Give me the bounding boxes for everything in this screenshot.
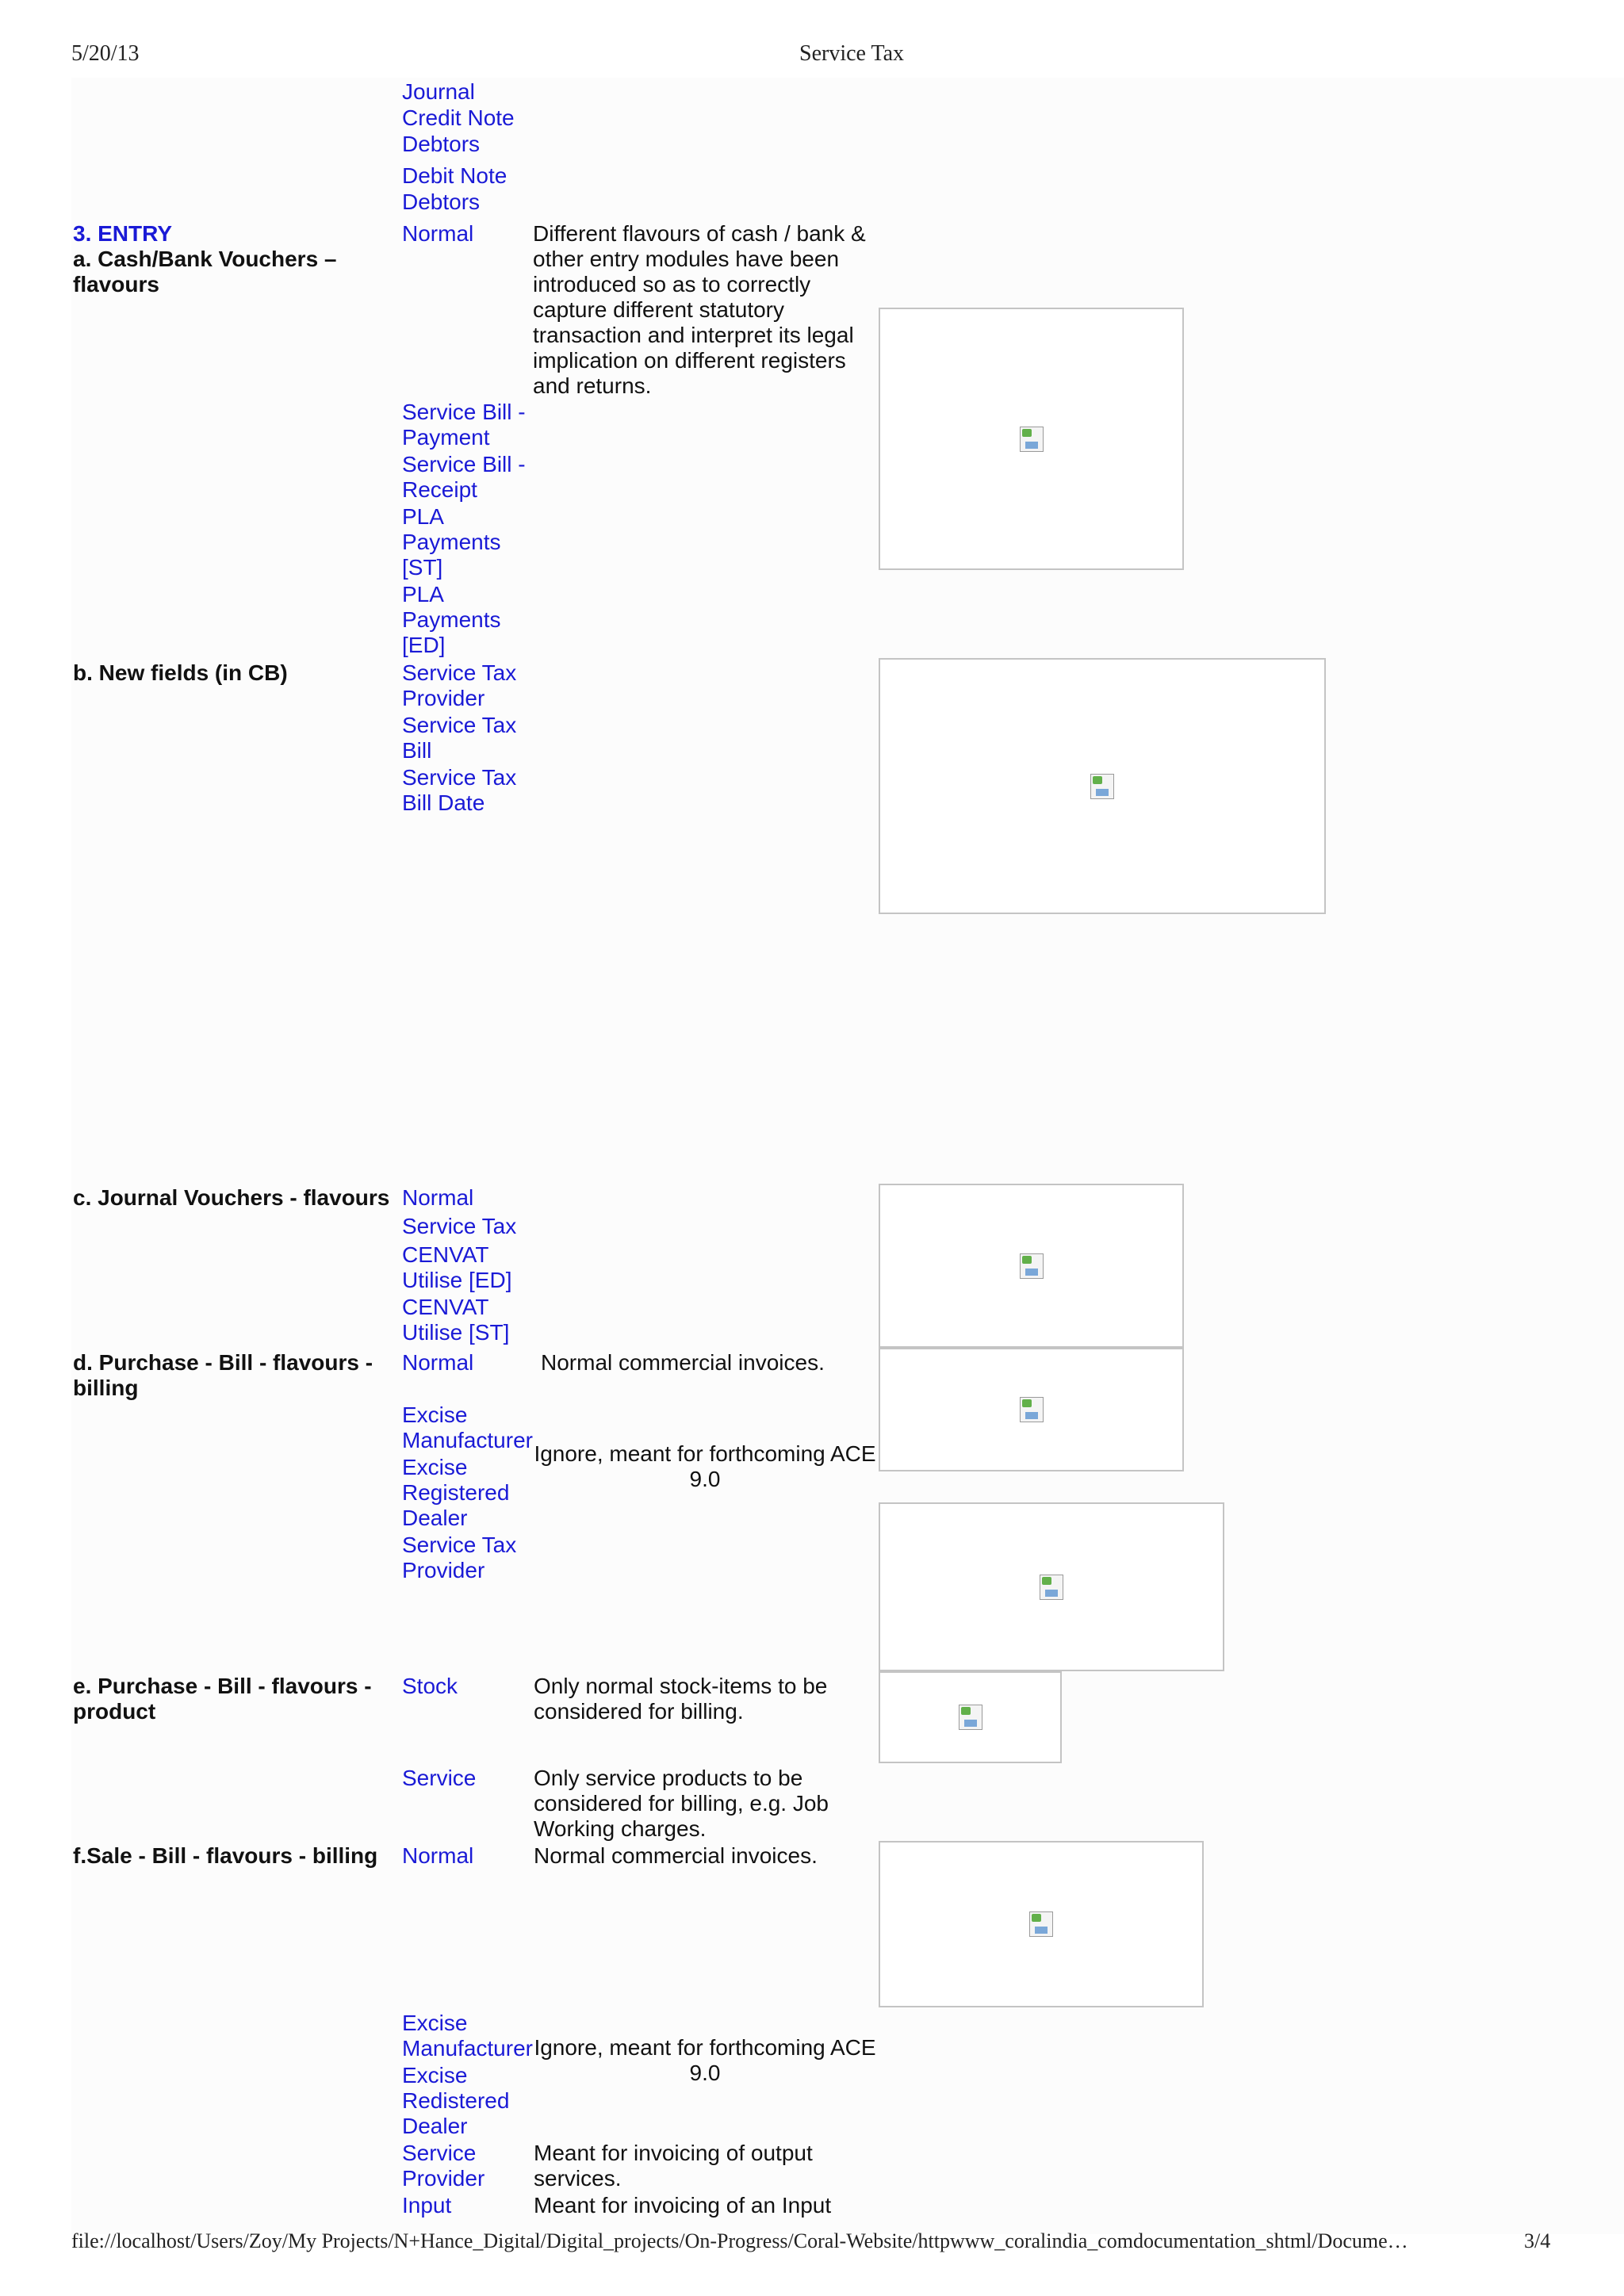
label-new-fields: b. New fields (in CB) [73,660,288,685]
link-service-bill-receipt[interactable]: Service Bill - [402,452,526,476]
link-cb-normal[interactable]: Normal [402,221,474,246]
label-purchase-bill-product-2: product [73,1699,156,1724]
link-sb-excise-redistered-dealer-3[interactable]: Dealer [402,2114,468,2138]
link-pb-service-tax-provider[interactable]: Service Tax [402,1533,517,1557]
broken-image-icon [959,1705,982,1730]
link-pb-normal[interactable]: Normal [402,1350,474,1375]
desc-pb-normal: Normal commercial invoices. [541,1350,825,1375]
link-sb-excise-manufacturer[interactable]: Excise [402,2011,468,2035]
broken-image-icon [1020,1397,1044,1422]
desc-stock-line2: considered for billing. [534,1699,744,1724]
link-credit-note[interactable]: Credit Note [402,105,515,130]
link-pla-payments-st-2[interactable]: Payments [402,530,501,554]
link-cenvat-utilise-st-2[interactable]: Utilise [ST] [402,1320,510,1345]
link-cenvat-utilise-st[interactable]: CENVAT [402,1295,489,1319]
broken-image-icon [1020,1253,1044,1279]
link-sb-excise-manufacturer-2[interactable]: Manufacturer [402,2036,533,2061]
link-pla-payments-ed-2[interactable]: Payments [402,607,501,632]
desc-pb-ignore-version: 9.0 [689,1467,721,1491]
link-pb-excise-registered-dealer-2[interactable]: Registered [402,1480,510,1505]
screenshot-journal-vouchers [879,1184,1184,1348]
link-service-bill-receipt-2[interactable]: Receipt [402,477,477,502]
screenshot-purchase-bill-normal [879,1348,1184,1471]
link-service-tax-bill-date[interactable]: Service Tax [402,765,517,790]
desc-sb-normal: Normal commercial invoices. [534,1843,818,1868]
link-service-bill-payment-2[interactable]: Payment [402,425,490,450]
link-sb-service-provider[interactable]: Service [402,2141,477,2165]
desc-sb-input: Meant for invoicing of an Input [534,2193,832,2218]
link-pla-payments-ed[interactable]: PLA [402,582,444,607]
desc-sb-ignore: Ignore, meant for forthcoming ACE [534,2035,876,2060]
desc-cb-line7: and returns. [533,373,652,398]
screenshot-purchase-bill-product [879,1671,1062,1763]
desc-sb-service-line1: Meant for invoicing of output [534,2141,813,2165]
link-credit-note-debtors[interactable]: Debtors [402,132,481,156]
link-sb-excise-redistered-dealer[interactable]: Excise [402,2063,468,2087]
link-pla-payments-st[interactable]: PLA [402,504,444,529]
link-service-tax-bill-2[interactable]: Bill [402,738,432,763]
page-title: Service Tax [799,41,905,66]
label-purchase-bill-product: e. Purchase - Bill - flavours - [73,1674,372,1698]
link-sb-input[interactable]: Input [402,2193,452,2218]
desc-sb-ignore-version: 9.0 [689,2061,721,2085]
link-service-tax-provider[interactable]: Service Tax [402,660,517,685]
link-debit-note[interactable]: Debit Note [402,163,508,188]
desc-cb-line3: introduced so as to correctly [533,272,811,297]
link-pb-excise-registered-dealer-3[interactable]: Dealer [402,1506,468,1530]
screenshot-sale-bill-billing [879,1841,1204,2007]
desc-service-line3: Working charges. [534,1816,707,1841]
label-purchase-bill-billing-2: billing [73,1376,139,1400]
link-sb-normal[interactable]: Normal [402,1843,474,1868]
link-service-tax-bill[interactable]: Service Tax [402,713,517,737]
label-purchase-bill-billing: d. Purchase - Bill - flavours - [73,1350,373,1375]
desc-cb-line6: implication on different registers [533,348,846,373]
content-area [71,78,1624,2234]
desc-cb-line4: capture different statutory [533,297,784,322]
label-cash-bank-vouchers: a. Cash/Bank Vouchers – [73,247,337,271]
link-pb-service-tax-provider-2[interactable]: Provider [402,1558,485,1582]
link-pla-payments-st-3[interactable]: [ST] [402,555,443,580]
desc-pb-ignore: Ignore, meant for forthcoming ACE [534,1441,876,1466]
link-service-tax-bill-date-2[interactable]: Bill Date [402,790,485,815]
link-debit-note-debtors[interactable]: Debtors [402,189,481,214]
link-service-bill-payment[interactable]: Service Bill - [402,400,526,424]
file-path: file://localhost/Users/Zoy/My Projects/N+Hance_Digital/Digital_projects/On-Progress/Coral-Website/httpwww_coralindia_comdocumentation_shtml/Docume… [71,2229,1408,2252]
desc-cb-line1: Different flavours of cash / bank & [533,221,866,246]
link-pb-service[interactable]: Service [402,1766,477,1790]
link-sb-excise-redistered-dealer-2[interactable]: Redistered [402,2088,510,2113]
link-jv-normal[interactable]: Normal [402,1185,474,1210]
link-sb-service-provider-2[interactable]: Provider [402,2166,485,2191]
broken-image-icon [1029,1911,1053,1937]
screenshot-purchase-bill-excise [879,1502,1224,1671]
desc-service-line1: Only service products to be [534,1766,803,1790]
desc-cb-line2: other entry modules have been [533,247,840,271]
desc-sb-service-line2: services. [534,2166,622,2191]
link-jv-service-tax[interactable]: Service Tax [402,1214,517,1238]
label-sale-bill-billing: f.Sale - Bill - flavours - billing [73,1843,378,1868]
link-cenvat-utilise-ed-2[interactable]: Utilise [ED] [402,1268,512,1292]
desc-cb-line5: transaction and interpret its legal [533,323,854,347]
section-heading-entry: 3. ENTRY [73,221,172,246]
print-date: 5/20/13 [71,41,140,66]
broken-image-icon [1020,427,1044,452]
link-pla-payments-ed-3[interactable]: [ED] [402,633,446,657]
label-cash-bank-vouchers-2: flavours [73,272,159,297]
broken-image-icon [1090,774,1114,799]
screenshot-new-fields [879,658,1326,914]
desc-service-line2: considered for billing, e.g. Job [534,1791,829,1816]
link-journal[interactable]: Journal [402,79,475,104]
link-pb-stock[interactable]: Stock [402,1674,458,1698]
link-service-tax-provider-2[interactable]: Provider [402,686,485,710]
screenshot-cash-bank-vouchers [879,308,1184,570]
link-pb-excise-manufacturer[interactable]: Excise [402,1402,468,1427]
link-pb-excise-registered-dealer[interactable]: Excise [402,1455,468,1479]
page-number: 3/4 [1524,2229,1551,2252]
link-pb-excise-manufacturer-2[interactable]: Manufacturer [402,1428,533,1452]
broken-image-icon [1040,1575,1063,1600]
link-cenvat-utilise-ed[interactable]: CENVAT [402,1242,489,1267]
desc-stock-line1: Only normal stock-items to be [534,1674,828,1698]
label-journal-vouchers: c. Journal Vouchers - flavours [73,1185,390,1210]
